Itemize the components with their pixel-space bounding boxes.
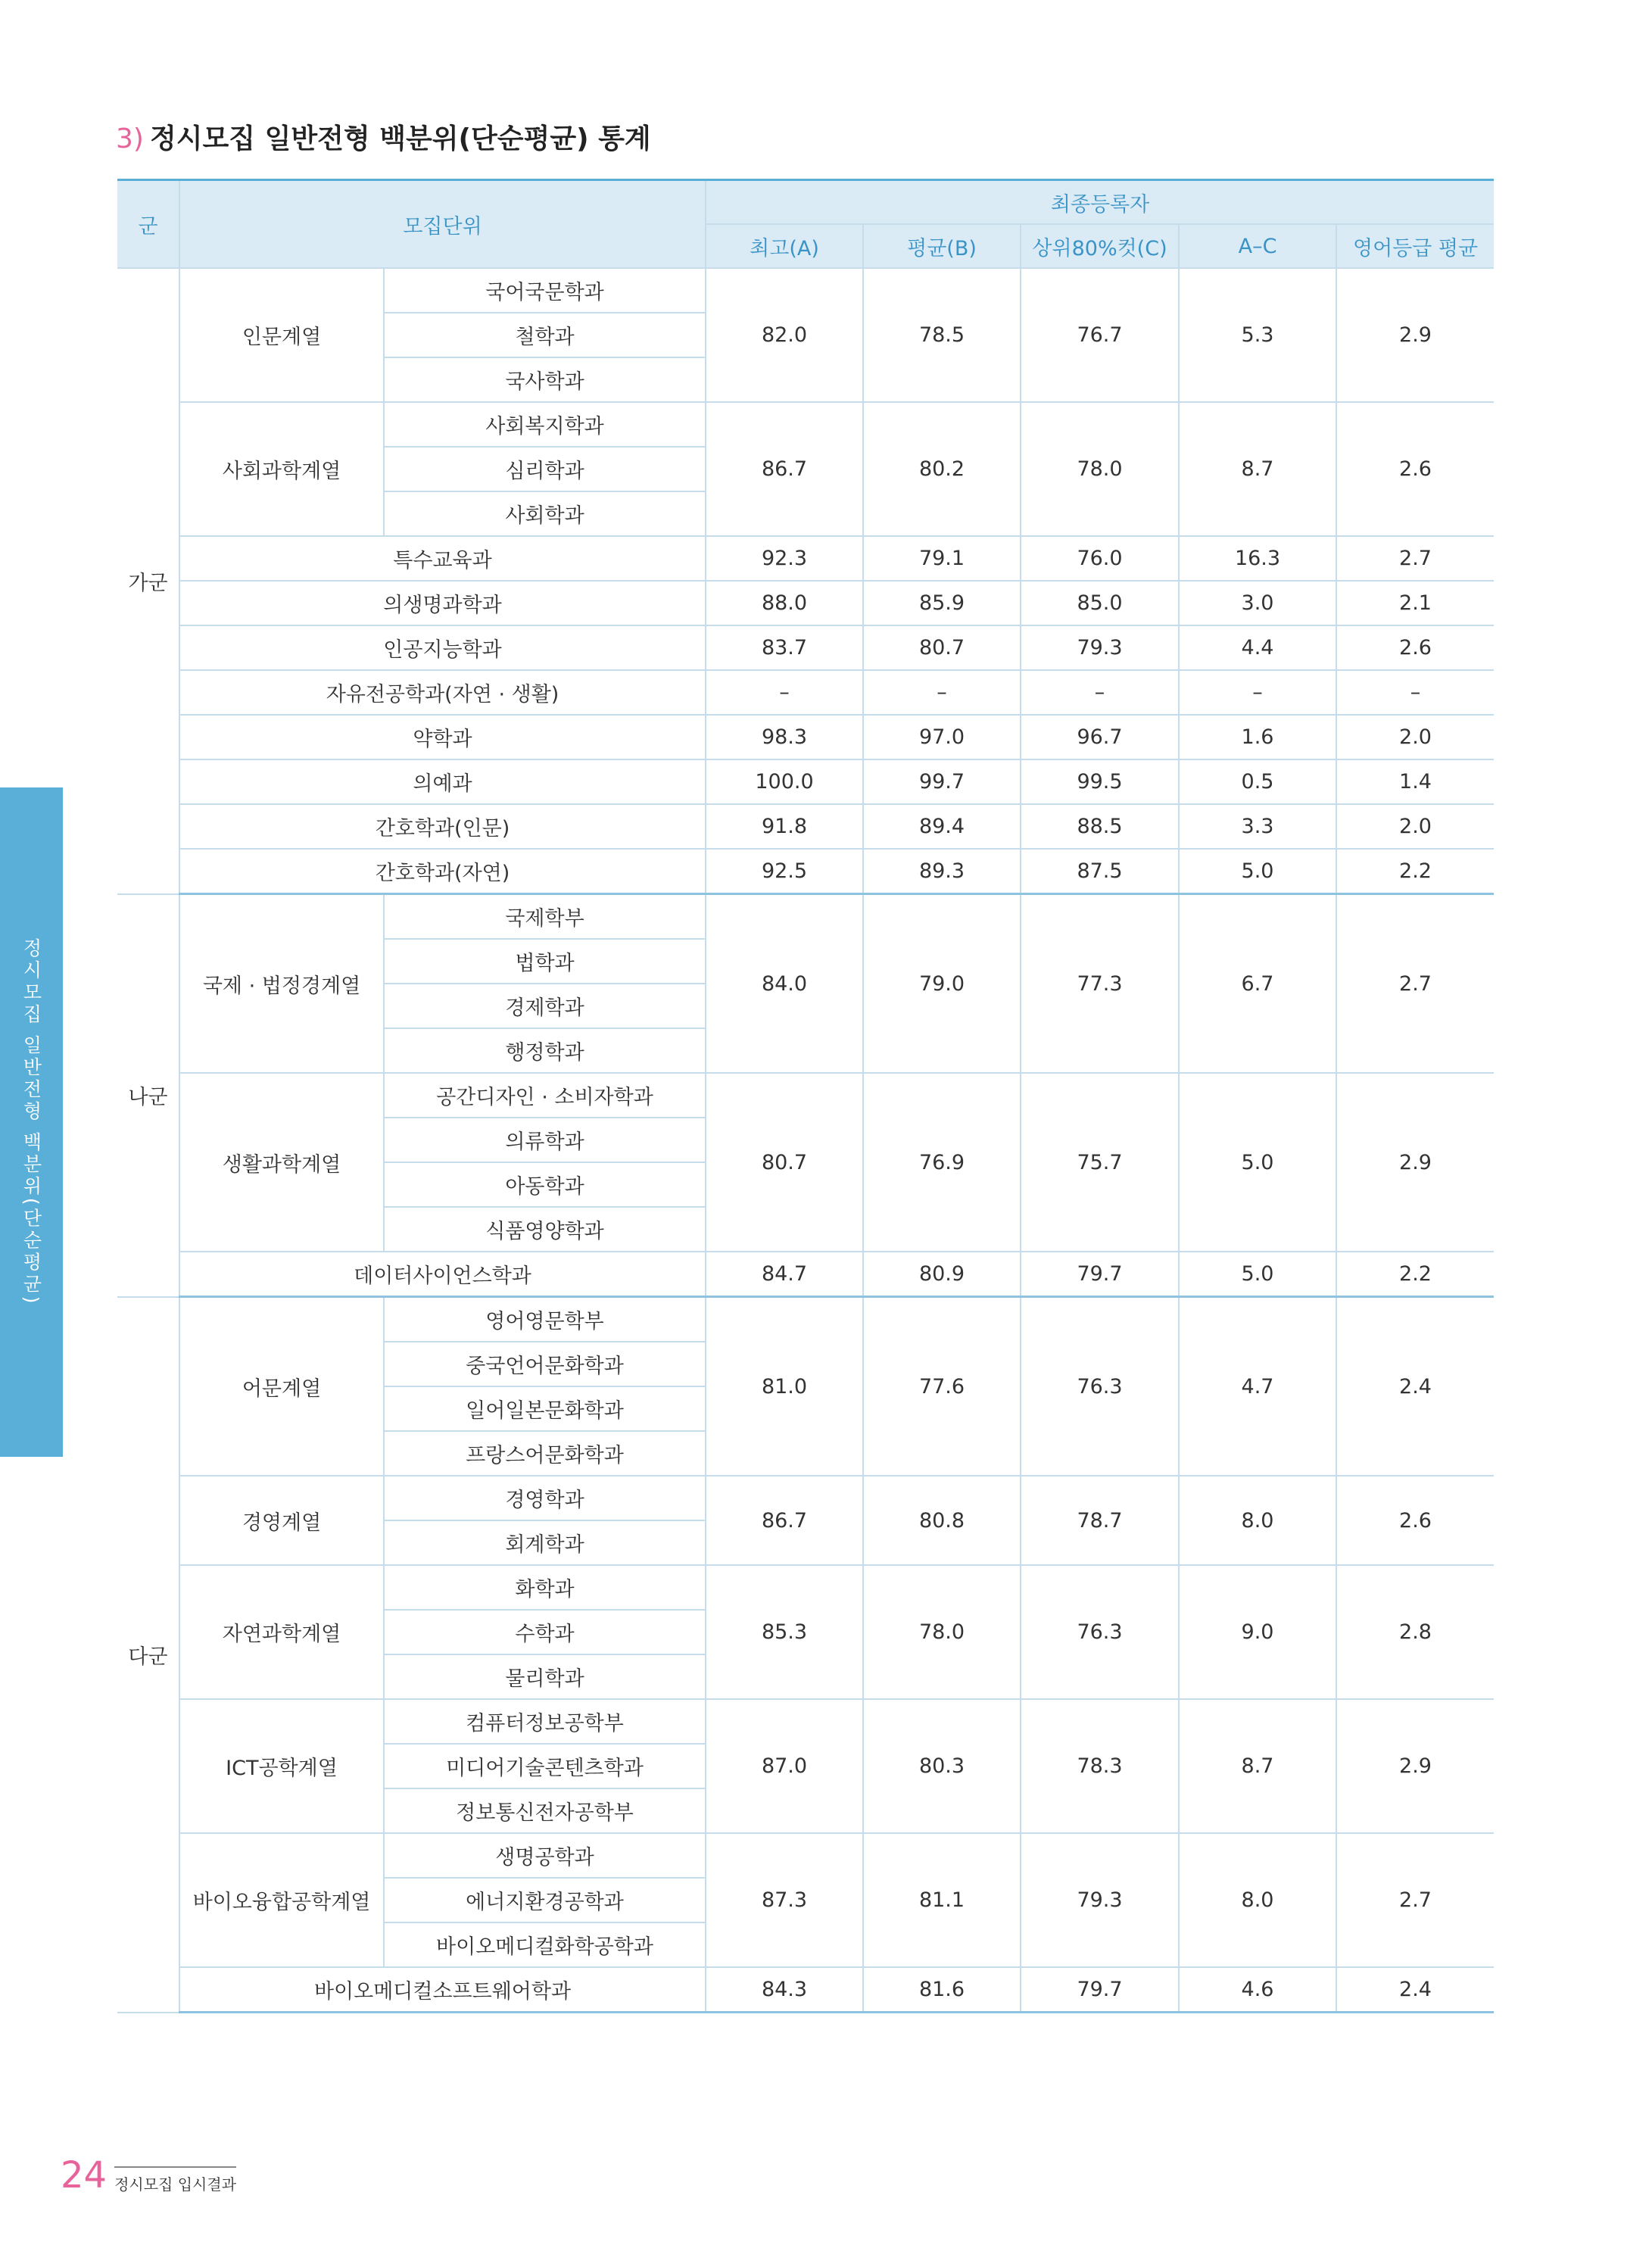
avg-value: 81.1 bbox=[863, 1833, 1021, 1967]
department-cell: 회계학과 bbox=[384, 1520, 706, 1565]
header-group: 군 bbox=[117, 180, 179, 269]
header-col-max: 최고(A) bbox=[706, 224, 863, 268]
avg-value: 79.0 bbox=[863, 894, 1021, 1074]
statistics-table bbox=[117, 179, 1494, 2013]
avg-value: 81.6 bbox=[863, 1967, 1021, 2013]
division-cell: 생활과학계열 bbox=[179, 1073, 384, 1252]
english-value: 2.2 bbox=[1336, 849, 1494, 894]
department-cell: 법학과 bbox=[384, 939, 706, 984]
avg-value: 80.8 bbox=[863, 1476, 1021, 1565]
english-value: 2.7 bbox=[1336, 894, 1494, 1074]
table-row bbox=[117, 625, 1494, 670]
english-value: – bbox=[1336, 670, 1494, 715]
department-cell: 사회복지학과 bbox=[384, 402, 706, 447]
header-col-english: 영어등급 평균 bbox=[1336, 224, 1494, 268]
side-tab bbox=[0, 787, 63, 1457]
table-row bbox=[117, 536, 1494, 581]
english-value: 2.9 bbox=[1336, 1073, 1494, 1252]
department-cell: 특수교육과 bbox=[179, 536, 706, 581]
department-cell: 간호학과(인문) bbox=[179, 804, 706, 849]
cut80-value: 77.3 bbox=[1021, 894, 1179, 1074]
avg-value: 80.2 bbox=[863, 402, 1021, 536]
division-cell: 국제 · 법정경계열 bbox=[179, 894, 384, 1074]
english-value: 2.9 bbox=[1336, 1699, 1494, 1833]
diff-value: 3.0 bbox=[1179, 581, 1336, 625]
diff-value: 8.0 bbox=[1179, 1476, 1336, 1565]
table-row bbox=[117, 759, 1494, 804]
department-cell: 바이오메디컬소프트웨어학과 bbox=[179, 1967, 706, 2013]
department-cell: 경영학과 bbox=[384, 1476, 706, 1520]
english-value: 2.6 bbox=[1336, 625, 1494, 670]
department-cell: 생명공학과 bbox=[384, 1833, 706, 1878]
table-row bbox=[117, 894, 1494, 940]
department-cell: 식품영양학과 bbox=[384, 1207, 706, 1252]
department-cell: 화학과 bbox=[384, 1565, 706, 1610]
max-value: 87.0 bbox=[706, 1699, 863, 1833]
table-row bbox=[117, 268, 1494, 313]
table-row bbox=[117, 581, 1494, 625]
cut80-value: 76.3 bbox=[1021, 1297, 1179, 1476]
table-row bbox=[117, 1073, 1494, 1118]
diff-value: 3.3 bbox=[1179, 804, 1336, 849]
division-cell: 어문계열 bbox=[179, 1297, 384, 1476]
max-value: 86.7 bbox=[706, 1476, 863, 1565]
table-row bbox=[117, 804, 1494, 849]
department-cell: 자유전공학과(자연 · 생활) bbox=[179, 670, 706, 715]
diff-value: 1.6 bbox=[1179, 715, 1336, 759]
department-cell: 국제학부 bbox=[384, 894, 706, 940]
max-value: 88.0 bbox=[706, 581, 863, 625]
diff-value: 4.4 bbox=[1179, 625, 1336, 670]
english-value: 2.7 bbox=[1336, 536, 1494, 581]
header-col-cut80: 상위80%컷(C) bbox=[1021, 224, 1179, 268]
department-cell: 철학과 bbox=[384, 313, 706, 357]
max-value: 84.7 bbox=[706, 1252, 863, 1297]
department-cell: 중국언어문화학과 bbox=[384, 1342, 706, 1386]
table-row bbox=[117, 1699, 1494, 1744]
table-row bbox=[117, 849, 1494, 894]
max-value: 81.0 bbox=[706, 1297, 863, 1476]
cut80-value: 76.0 bbox=[1021, 536, 1179, 581]
cut80-value: 87.5 bbox=[1021, 849, 1179, 894]
diff-value: 16.3 bbox=[1179, 536, 1336, 581]
max-value: 83.7 bbox=[706, 625, 863, 670]
department-cell: 수학과 bbox=[384, 1610, 706, 1654]
english-value: 2.4 bbox=[1336, 1967, 1494, 2013]
english-value: 2.6 bbox=[1336, 402, 1494, 536]
department-cell: 의생명과학과 bbox=[179, 581, 706, 625]
page-number: 24 bbox=[61, 2154, 108, 2197]
diff-value: 4.6 bbox=[1179, 1967, 1336, 2013]
table-row bbox=[117, 1297, 1494, 1342]
avg-value: 89.3 bbox=[863, 849, 1021, 894]
department-cell: 물리학과 bbox=[384, 1654, 706, 1699]
cut80-value: 76.3 bbox=[1021, 1565, 1179, 1699]
cut80-value: 99.5 bbox=[1021, 759, 1179, 804]
cut80-value: 85.0 bbox=[1021, 581, 1179, 625]
diff-value: 5.3 bbox=[1179, 268, 1336, 402]
english-value: 2.1 bbox=[1336, 581, 1494, 625]
table-row bbox=[117, 402, 1494, 447]
table-row bbox=[117, 670, 1494, 715]
max-value: 84.3 bbox=[706, 1967, 863, 2013]
avg-value: 78.5 bbox=[863, 268, 1021, 402]
group-cell: 나군 bbox=[117, 894, 179, 1297]
division-cell: 사회과학계열 bbox=[179, 402, 384, 536]
side-tab-label: 정시모집 일반전형 백분위(단순평균) bbox=[20, 937, 42, 1307]
avg-value: 80.3 bbox=[863, 1699, 1021, 1833]
department-cell: 프랑스어문화학과 bbox=[384, 1431, 706, 1476]
division-cell: 경영계열 bbox=[179, 1476, 384, 1565]
max-value: 86.7 bbox=[706, 402, 863, 536]
division-cell: 바이오융합공학계열 bbox=[179, 1833, 384, 1967]
department-cell: 바이오메디컬화학공학과 bbox=[384, 1922, 706, 1967]
cut80-value: 79.3 bbox=[1021, 625, 1179, 670]
avg-value: 97.0 bbox=[863, 715, 1021, 759]
department-cell: 국사학과 bbox=[384, 357, 706, 402]
cut80-value: 96.7 bbox=[1021, 715, 1179, 759]
cut80-value: 75.7 bbox=[1021, 1073, 1179, 1252]
division-cell: 인문계열 bbox=[179, 268, 384, 402]
section-title bbox=[116, 117, 651, 156]
english-value: 2.4 bbox=[1336, 1297, 1494, 1476]
max-value: 92.5 bbox=[706, 849, 863, 894]
cut80-value: 76.7 bbox=[1021, 268, 1179, 402]
avg-value: 79.1 bbox=[863, 536, 1021, 581]
table-row bbox=[117, 1833, 1494, 1878]
department-cell: 영어영문학부 bbox=[384, 1297, 706, 1342]
department-cell: 아동학과 bbox=[384, 1162, 706, 1207]
avg-value: – bbox=[863, 670, 1021, 715]
english-value: 2.0 bbox=[1336, 715, 1494, 759]
header-final-registrants: 최종등록자 bbox=[706, 180, 1494, 225]
max-value: 87.3 bbox=[706, 1833, 863, 1967]
group-cell: 가군 bbox=[117, 268, 179, 894]
cut80-value: 79.7 bbox=[1021, 1967, 1179, 2013]
table-row bbox=[117, 715, 1494, 759]
cut80-value: 88.5 bbox=[1021, 804, 1179, 849]
diff-value: 5.0 bbox=[1179, 849, 1336, 894]
avg-value: 85.9 bbox=[863, 581, 1021, 625]
department-cell: 사회학과 bbox=[384, 491, 706, 536]
avg-value: 78.0 bbox=[863, 1565, 1021, 1699]
table-body bbox=[117, 268, 1494, 2013]
diff-value: 8.0 bbox=[1179, 1833, 1336, 1967]
max-value: 82.0 bbox=[706, 268, 863, 402]
english-value: 2.8 bbox=[1336, 1565, 1494, 1699]
footer-label: 정시모집 입시결과 bbox=[114, 2166, 236, 2194]
diff-value: 4.7 bbox=[1179, 1297, 1336, 1476]
table-row bbox=[117, 1476, 1494, 1520]
division-cell: ICT공학계열 bbox=[179, 1699, 384, 1833]
department-cell: 정보통신전자공학부 bbox=[384, 1788, 706, 1833]
max-value: 85.3 bbox=[706, 1565, 863, 1699]
english-value: 2.7 bbox=[1336, 1833, 1494, 1967]
max-value: 91.8 bbox=[706, 804, 863, 849]
diff-value: 5.0 bbox=[1179, 1252, 1336, 1297]
header-unit: 모집단위 bbox=[179, 180, 706, 269]
cut80-value: – bbox=[1021, 670, 1179, 715]
diff-value: – bbox=[1179, 670, 1336, 715]
avg-value: 77.6 bbox=[863, 1297, 1021, 1476]
avg-value: 76.9 bbox=[863, 1073, 1021, 1252]
department-cell: 약학과 bbox=[179, 715, 706, 759]
diff-value: 0.5 bbox=[1179, 759, 1336, 804]
department-cell: 간호학과(자연) bbox=[179, 849, 706, 894]
table-row bbox=[117, 1565, 1494, 1610]
english-value: 2.2 bbox=[1336, 1252, 1494, 1297]
table-header bbox=[117, 180, 1494, 269]
table-row bbox=[117, 1252, 1494, 1297]
cut80-value: 79.3 bbox=[1021, 1833, 1179, 1967]
cut80-value: 79.7 bbox=[1021, 1252, 1179, 1297]
diff-value: 6.7 bbox=[1179, 894, 1336, 1074]
department-cell: 데이터사이언스학과 bbox=[179, 1252, 706, 1297]
department-cell: 의류학과 bbox=[384, 1118, 706, 1162]
department-cell: 심리학과 bbox=[384, 447, 706, 491]
max-value: 80.7 bbox=[706, 1073, 863, 1252]
department-cell: 인공지능학과 bbox=[179, 625, 706, 670]
department-cell: 컴퓨터정보공학부 bbox=[384, 1699, 706, 1744]
department-cell: 일어일본문화학과 bbox=[384, 1386, 706, 1431]
diff-value: 9.0 bbox=[1179, 1565, 1336, 1699]
table-row bbox=[117, 1967, 1494, 2013]
avg-value: 80.9 bbox=[863, 1252, 1021, 1297]
header-col-diff: A–C bbox=[1179, 224, 1336, 268]
english-value: 2.9 bbox=[1336, 268, 1494, 402]
avg-value: 99.7 bbox=[863, 759, 1021, 804]
avg-value: 80.7 bbox=[863, 625, 1021, 670]
department-cell: 행정학과 bbox=[384, 1028, 706, 1073]
english-value: 2.0 bbox=[1336, 804, 1494, 849]
max-value: 100.0 bbox=[706, 759, 863, 804]
diff-value: 8.7 bbox=[1179, 1699, 1336, 1833]
page-footer bbox=[61, 2154, 236, 2197]
department-cell: 경제학과 bbox=[384, 984, 706, 1028]
group-cell: 다군 bbox=[117, 1297, 179, 2013]
division-cell: 자연과학계열 bbox=[179, 1565, 384, 1699]
diff-value: 5.0 bbox=[1179, 1073, 1336, 1252]
max-value: 92.3 bbox=[706, 536, 863, 581]
max-value: 84.0 bbox=[706, 894, 863, 1074]
department-cell: 에너지환경공학과 bbox=[384, 1878, 706, 1922]
department-cell: 의예과 bbox=[179, 759, 706, 804]
section-title-text: 정시모집 일반전형 백분위(단순평균) 통계 bbox=[149, 123, 651, 154]
header-col-avg: 평균(B) bbox=[863, 224, 1021, 268]
cut80-value: 78.3 bbox=[1021, 1699, 1179, 1833]
english-value: 1.4 bbox=[1336, 759, 1494, 804]
diff-value: 8.7 bbox=[1179, 402, 1336, 536]
section-number: 3) bbox=[116, 123, 144, 154]
cut80-value: 78.7 bbox=[1021, 1476, 1179, 1565]
department-cell: 공간디자인 · 소비자학과 bbox=[384, 1073, 706, 1118]
department-cell: 국어국문학과 bbox=[384, 268, 706, 313]
max-value: 98.3 bbox=[706, 715, 863, 759]
department-cell: 미디어기술콘텐츠학과 bbox=[384, 1744, 706, 1788]
cut80-value: 78.0 bbox=[1021, 402, 1179, 536]
english-value: 2.6 bbox=[1336, 1476, 1494, 1565]
max-value: – bbox=[706, 670, 863, 715]
avg-value: 89.4 bbox=[863, 804, 1021, 849]
